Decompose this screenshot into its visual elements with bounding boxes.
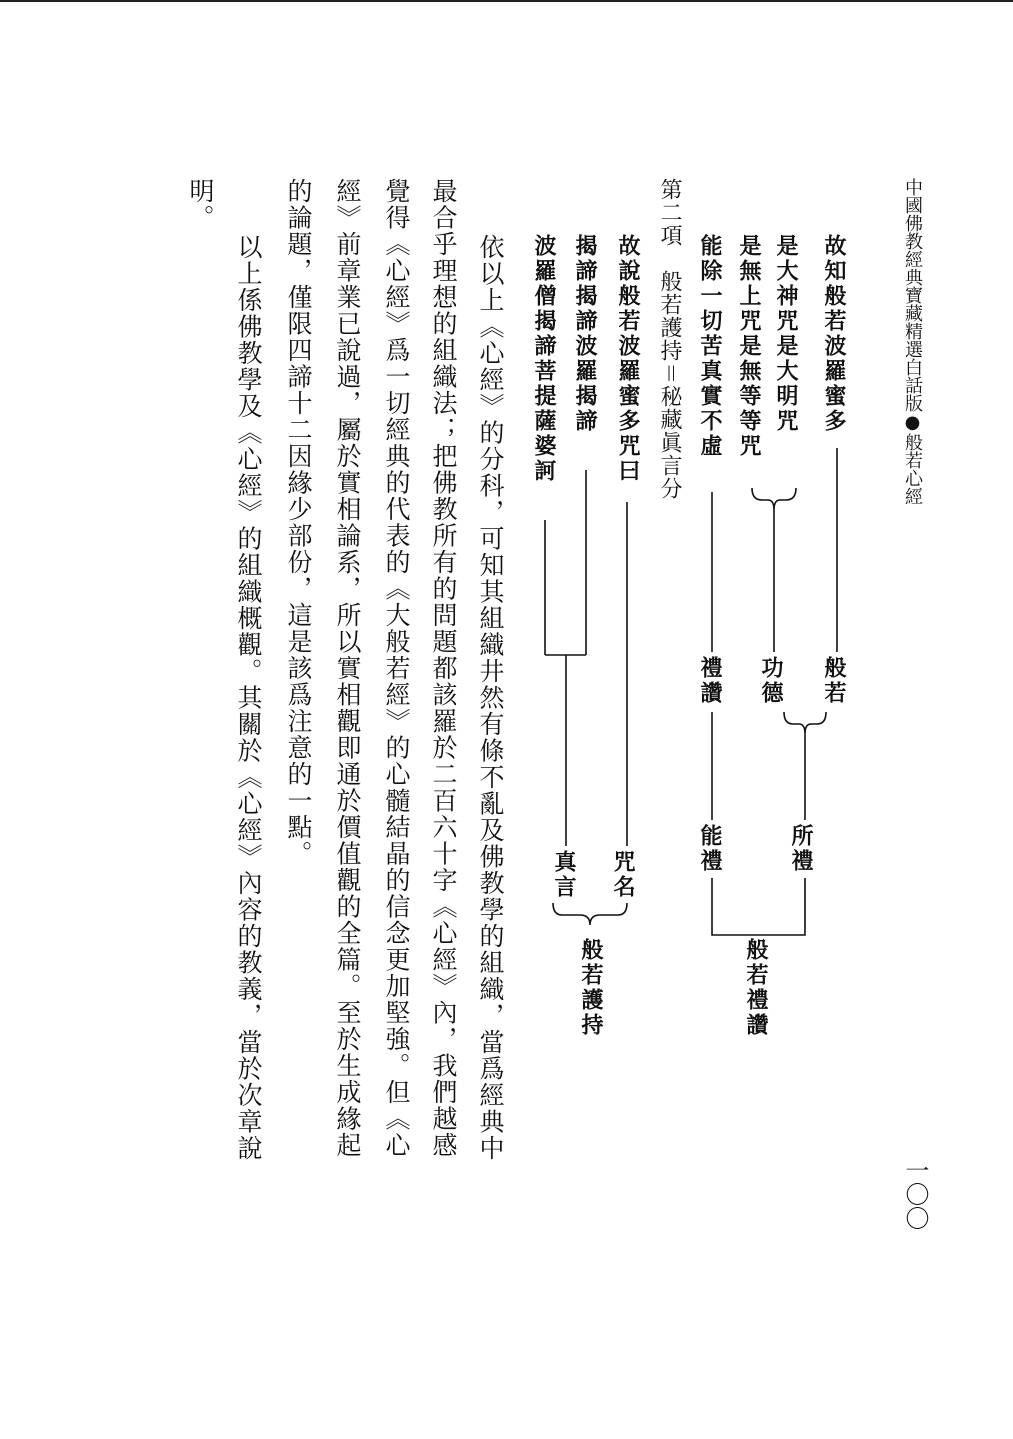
section-heading: 第二項 般若護持＝秘藏眞言分 [657, 178, 682, 500]
paragraph-line-5: 的論題，僅限四諦十二因緣少部份，這是該爲注意的一點。 [284, 178, 313, 867]
paragraph-line-1: 依以上《心經》的分科，可知其組織井然有條不亂及佛教學的組織，當爲經典中 [476, 234, 505, 1162]
mantra-line-2: 揭諦揭諦波羅揭諦 [572, 234, 598, 434]
label-prajna-worship: 般若禮讚 [743, 938, 769, 1038]
label-true-word: 真言 [551, 850, 577, 900]
brace-prajna-protection [553, 903, 627, 925]
label-merit: 功德 [758, 656, 784, 706]
brace-object [784, 712, 826, 734]
label-agent: 能禮 [697, 824, 723, 874]
paragraph-line-6: 以上係佛教學及《心經》的組織概觀。其關於《心經》內容的教義，當於次章說 [234, 234, 263, 1162]
scripture-line-3: 是無上咒是無等等咒 [736, 234, 762, 459]
paragraph-line-2: 最合乎理想的組織法；把佛教所有的問題都該羅於二百六十字《心經》內，我們越感 [429, 178, 458, 1159]
scripture-line-2: 是大神咒是大明咒 [773, 234, 799, 434]
paragraph-line-4: 經》前章業已說過，屬於實相論系，所以實相觀即通於價值觀的全篇。至於生成緣起 [333, 178, 362, 1159]
running-title: 中國佛教經典寶藏精選白話版●般若心經 [902, 178, 923, 505]
label-object: 所禮 [788, 824, 814, 874]
scripture-line-1: 故知般若波羅蜜多 [821, 234, 847, 434]
scripture-line-4: 能除一切苦真實不虛 [697, 234, 723, 459]
label-mantra-name: 咒名 [610, 850, 636, 900]
page-number: 一〇〇 [901, 1158, 929, 1230]
paragraph-line-3: 覺得《心經》爲一切經典的代表的《大般若經》的心髓結晶的信念更加堅強。但《心 [382, 178, 411, 1159]
label-worship: 禮讚 [697, 656, 723, 706]
join-worship [712, 878, 805, 935]
label-prajna: 般若 [821, 656, 847, 706]
mantra-line-3: 波羅僧揭諦菩提薩婆訶 [531, 234, 557, 484]
brace-merit-lines [752, 488, 796, 510]
paragraph-line-7: 明。 [186, 178, 215, 231]
mantra-line-1: 故說般若波羅蜜多咒曰 [615, 234, 641, 484]
label-prajna-protection: 般若護持 [578, 938, 604, 1038]
